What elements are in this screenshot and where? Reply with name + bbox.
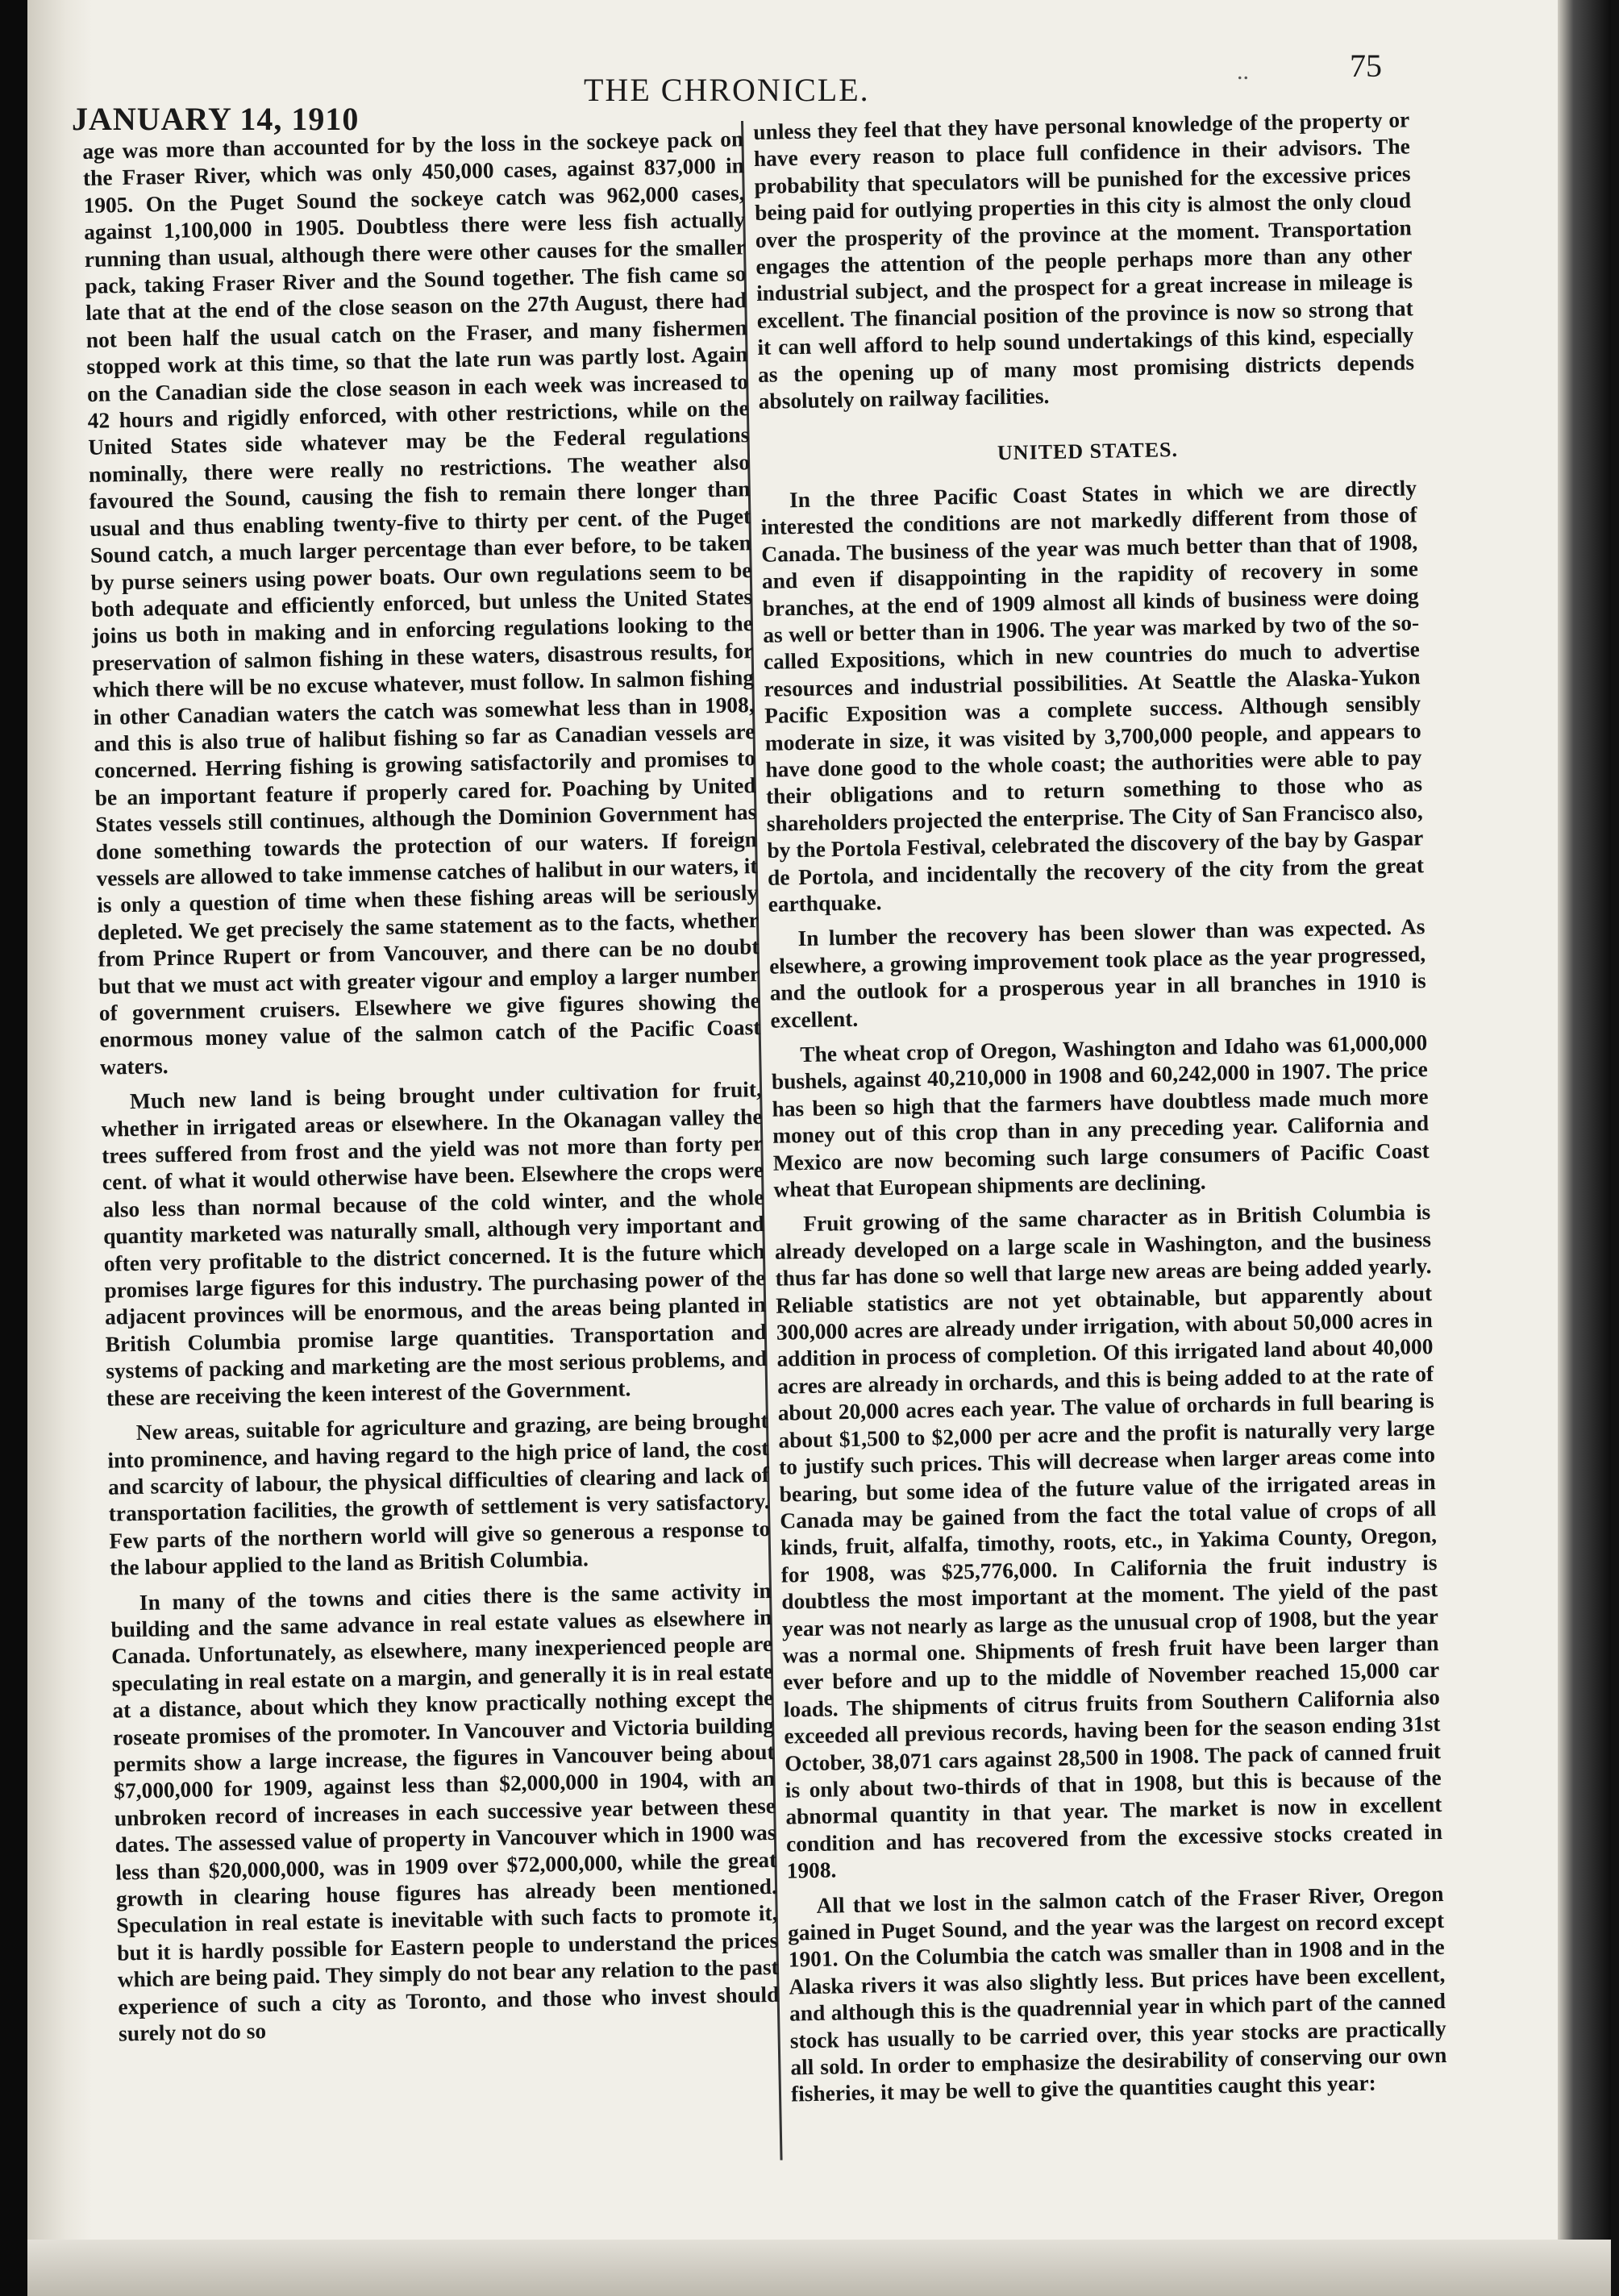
article-paragraph: In the three Pacific Coast States in which we are directly interested the conditions are not markedly different from those of Canada. The business of the year was much better than that of 1908, and even if disappointing in the rapidity of recovery in some branches, at the end of 1909 almost all kinds of business were doing as well or better than in 1906. The year was marked by two of the so-called Expositions, which in new countries do much to advertise resources and industrial possibilities. At Seattle the Alaska-Yukon Pacific Exposition was a complete success. Although sensibly moderate in size, it was visited by 3,700,000 people, and appears to have done good to the whole coast; the authorities were able to pay their obligations and to return something to those who as shareholders projected the enterprise. The City of San Francisco also, by the Portola Festival, celebrated the discovery of the bay by Gaspar de Portola, and incidentally the recovery of the city from the great earthquake. (760, 476, 1425, 917)
article-paragraph: age was more than accounted for by the loss in the sockeye pack on the Fraser River, which was only 450,000 cases, against 837,000 in 1905. On the Puget Sound the sockeye catch was 962,000 cases, against 1,100,000 in 1905. Doubtless there were less fish actually running than usual, although there were other causes for the smaller pack, taking Fraser River and the Sound together. The fish came so late that at the end of the close season on the 27th August, there had not been half the usual catch on the Fraser, and many fishermen stopped work at this time, so that the late run was partly lost. Again on the Canadian side the close season in each week was increased to 42 hours and rigidly enforced, with other restrictions, while on the United States side whatever may be the Federal regulations nominally, there were really no restrictions. The weather also favoured the Sound, causing the fish to remain there longer than usual and thus enabling twenty-five to thirty per cent. of the Puget Sound catch, a much larger percentage than ever before, to be taken by purse seiners using power boats. Our own regulations seem to be both adequate and efficiently enforced, but unless the United States joins us both in making and in enforcing regulations looking to the preservation of salmon fishing in these waters, disastrous results, for which there will be no excuse whatever, must follow. In salmon fishing in other Canadian waters the catch was somewhat less than in 1908, and this is also true of halibut fishing so far as Canadian vessels are concerned. Herring fishing is growing satisfactorily and promises to be an important feature if properly cared for. Poaching by United States vessels still continues, although the Dominion Government has done something towards the protection of our waters. If foreign vessels are allowed to take immense catches of halibut in our waters, it is only a question of time when these fishing areas will be seriously depleted. We get precisely the same statement as to the facts, whether from Prince Rupert or from Vancouver, and there can be no doubt but that we must act with greater vigour and employ a larger number of government cruisers. Elsewhere we give figures showing the enormous money value of the salmon catch of the Pacific Coast waters. (82, 127, 761, 1079)
left-column (82, 126, 780, 2056)
page-right-edge (1558, 0, 1611, 2296)
article-paragraph: All that we lost in the salmon catch of the Fraser River, Oregon gained in Puget Sound, and the year was the largest on record except 1901. On the Columbia the catch was smaller than in 1908 and in the Alaska rivers it was also slightly less. But prices have been excellent, and although this is the quadrennial year in which part of the canned stock has usually to be carried over, this year stocks are practically all sold. In order to emphasize the desirability of conserving our own fisheries, it may be well to give the quantities caught this year: (787, 1881, 1447, 2107)
section-heading: UNITED STATES. (997, 438, 1179, 465)
issue-date: JANUARY 14, 1910 (72, 101, 360, 137)
article-paragraph: Much new land is being brought under cultivation for fruit, whether in irrigated areas or elsewhere. In the Okanagan valley the trees suffered from frost and the yield was not more than forty per cent. of what it would otherwise have been. Elsewhere the crops were also less than normal because of the cold winter, and the whole quantity marketed was naturally small, although very important and often very profitable to the district concerned. It is the future which promises large figures for this industry. The purchasing power of the adjacent provinces will be enormous, and the areas being planted in British Columbia promise large quantities. Transportation and systems of packing and marketing are the most serious problems, and these are receiving the keen interest of the Government. (101, 1077, 768, 1411)
page-gutter-shadow (27, 0, 92, 2296)
publication-title: THE CHRONICLE. (584, 72, 870, 108)
right-column (753, 106, 1447, 2116)
article-paragraph: The wheat crop of Oregon, Washington and Idaho was 61,000,000 bushels, against 40,210,000 in 1908 and 60,242,000 in 1907. The price has been so high that the farmers have doubtless made much more money out of this crop than in any preceding year. California and Mexico are now becoming such large consumers of Pacific Coast wheat that European shipments are declining. (771, 1030, 1430, 1202)
article-paragraph: In lumber the recovery has been slower than was expected. As elsewhere, a growing improvement took place as the year progressed, and the outlook for a prosperous year in all branches in 1910 is excellent. (768, 914, 1426, 1033)
article-paragraph: unless they feel that they have personal knowledge of the property or have every reason to place full confidence in their advisors. The probability that speculators will be punished for the excessive prices being paid for outlying properties in this city is almost the only cloud over the prosperity of the province at the moment. Transportation engages the attention of the people perhaps more than any other industrial subject, and the prospect for a great increase in mileage is excellent. The financial position of the province is now so strong that it can well afford to help sound undertakings of this kind, especially as the opening up of many most promising districts depends absolutely on railway facilities. (753, 107, 1415, 414)
newspaper-page (27, 0, 1558, 2296)
page-bottom-edge (27, 2240, 1611, 2296)
scan-border (0, 0, 27, 2296)
article-paragraph: Fruit growing of the same character as in British Columbia is already developed on a large scale in Washington, and the business thus far has done so well that large new areas are being added yearly. Reliable statistics are not yet obtainable, but apparently about 300,000 acres are already under irrigation, with about 50,000 acres in addition in process of completion. Of this irrigated land about 40,000 acres are already in orchards, and this is being added to at the rate of about 20,000 acres each year. The value of orchards in full bearing is about $1,500 to $2,000 per acre and the profit is naturally very large to justify such prices. This will decrease when larger areas come into bearing, but some idea of the future value of the irrigated areas in Canada may be gained from the fact the total value of crops of all kinds, fruit, alfalfa, timothy, roots, etc., in Yakima County, Oregon, for 1908, was $25,776,000. In California the fruit industry is doubtless the most important at the moment. The yield of the past year was not nearly as large as the unusual crop of 1908, but the year was a normal one. Shipments of fresh fruit have been larger than ever before and up to the middle of November reached 15,000 car loads. The shipments of citrus fruits from Southern California also exceeded all previous records, having been for the season ending 31st October, 38,071 cars against 28,500 in 1908. The pack of canned fruit is only about two-thirds of that in 1908, but this is because of the abnormal quantity in that year. The market is now in excellent condition and has recovered from the excessive stocks created in 1908. (774, 1200, 1443, 1883)
article-paragraph: New areas, suitable for agriculture and grazing, are being brought into prominence, and having regard to the high price of land, the cost and scarcity of labour, the physical difficulties of clearing and lack of transportation facilities, the growth of settlement is very satisfactory. Few parts of the northern world will give so generous a response to the labour applied to the land as British Columbia. (107, 1408, 771, 1580)
article-paragraph: In many of the towns and cities there is the same activity in building and the same advance in real estate values as elsewhere in Canada. Unfortunately, as elsewhere, many inexperienced people are speculating in real estate on a margin, and generally it is in real estate at a distance, about which they know practically nothing except the roseate promises of the promoter. In Vancouver and Victoria building permits show a large increase, the figures in Vancouver being about $7,000,000 for 1909, against less than $2,000,000 in 1904, with an unbroken record of increases in each successive year between these dates. The assessed value of property in Vancouver which in 1900 was less than $20,000,000, was in 1909 over $72,000,000, while the great growth in clearing house figures has already been mentioned. Speculation in real estate is inevitable with such facts to promote it, but it is hardly possible for Eastern people to understand the prices which are being paid. They simply do not bear any relation to the past experience of such a city as Toronto, and those who invest should surely not do so (110, 1578, 780, 2046)
page-number: 75 (1350, 48, 1382, 84)
header-mark: .. (1237, 58, 1249, 85)
